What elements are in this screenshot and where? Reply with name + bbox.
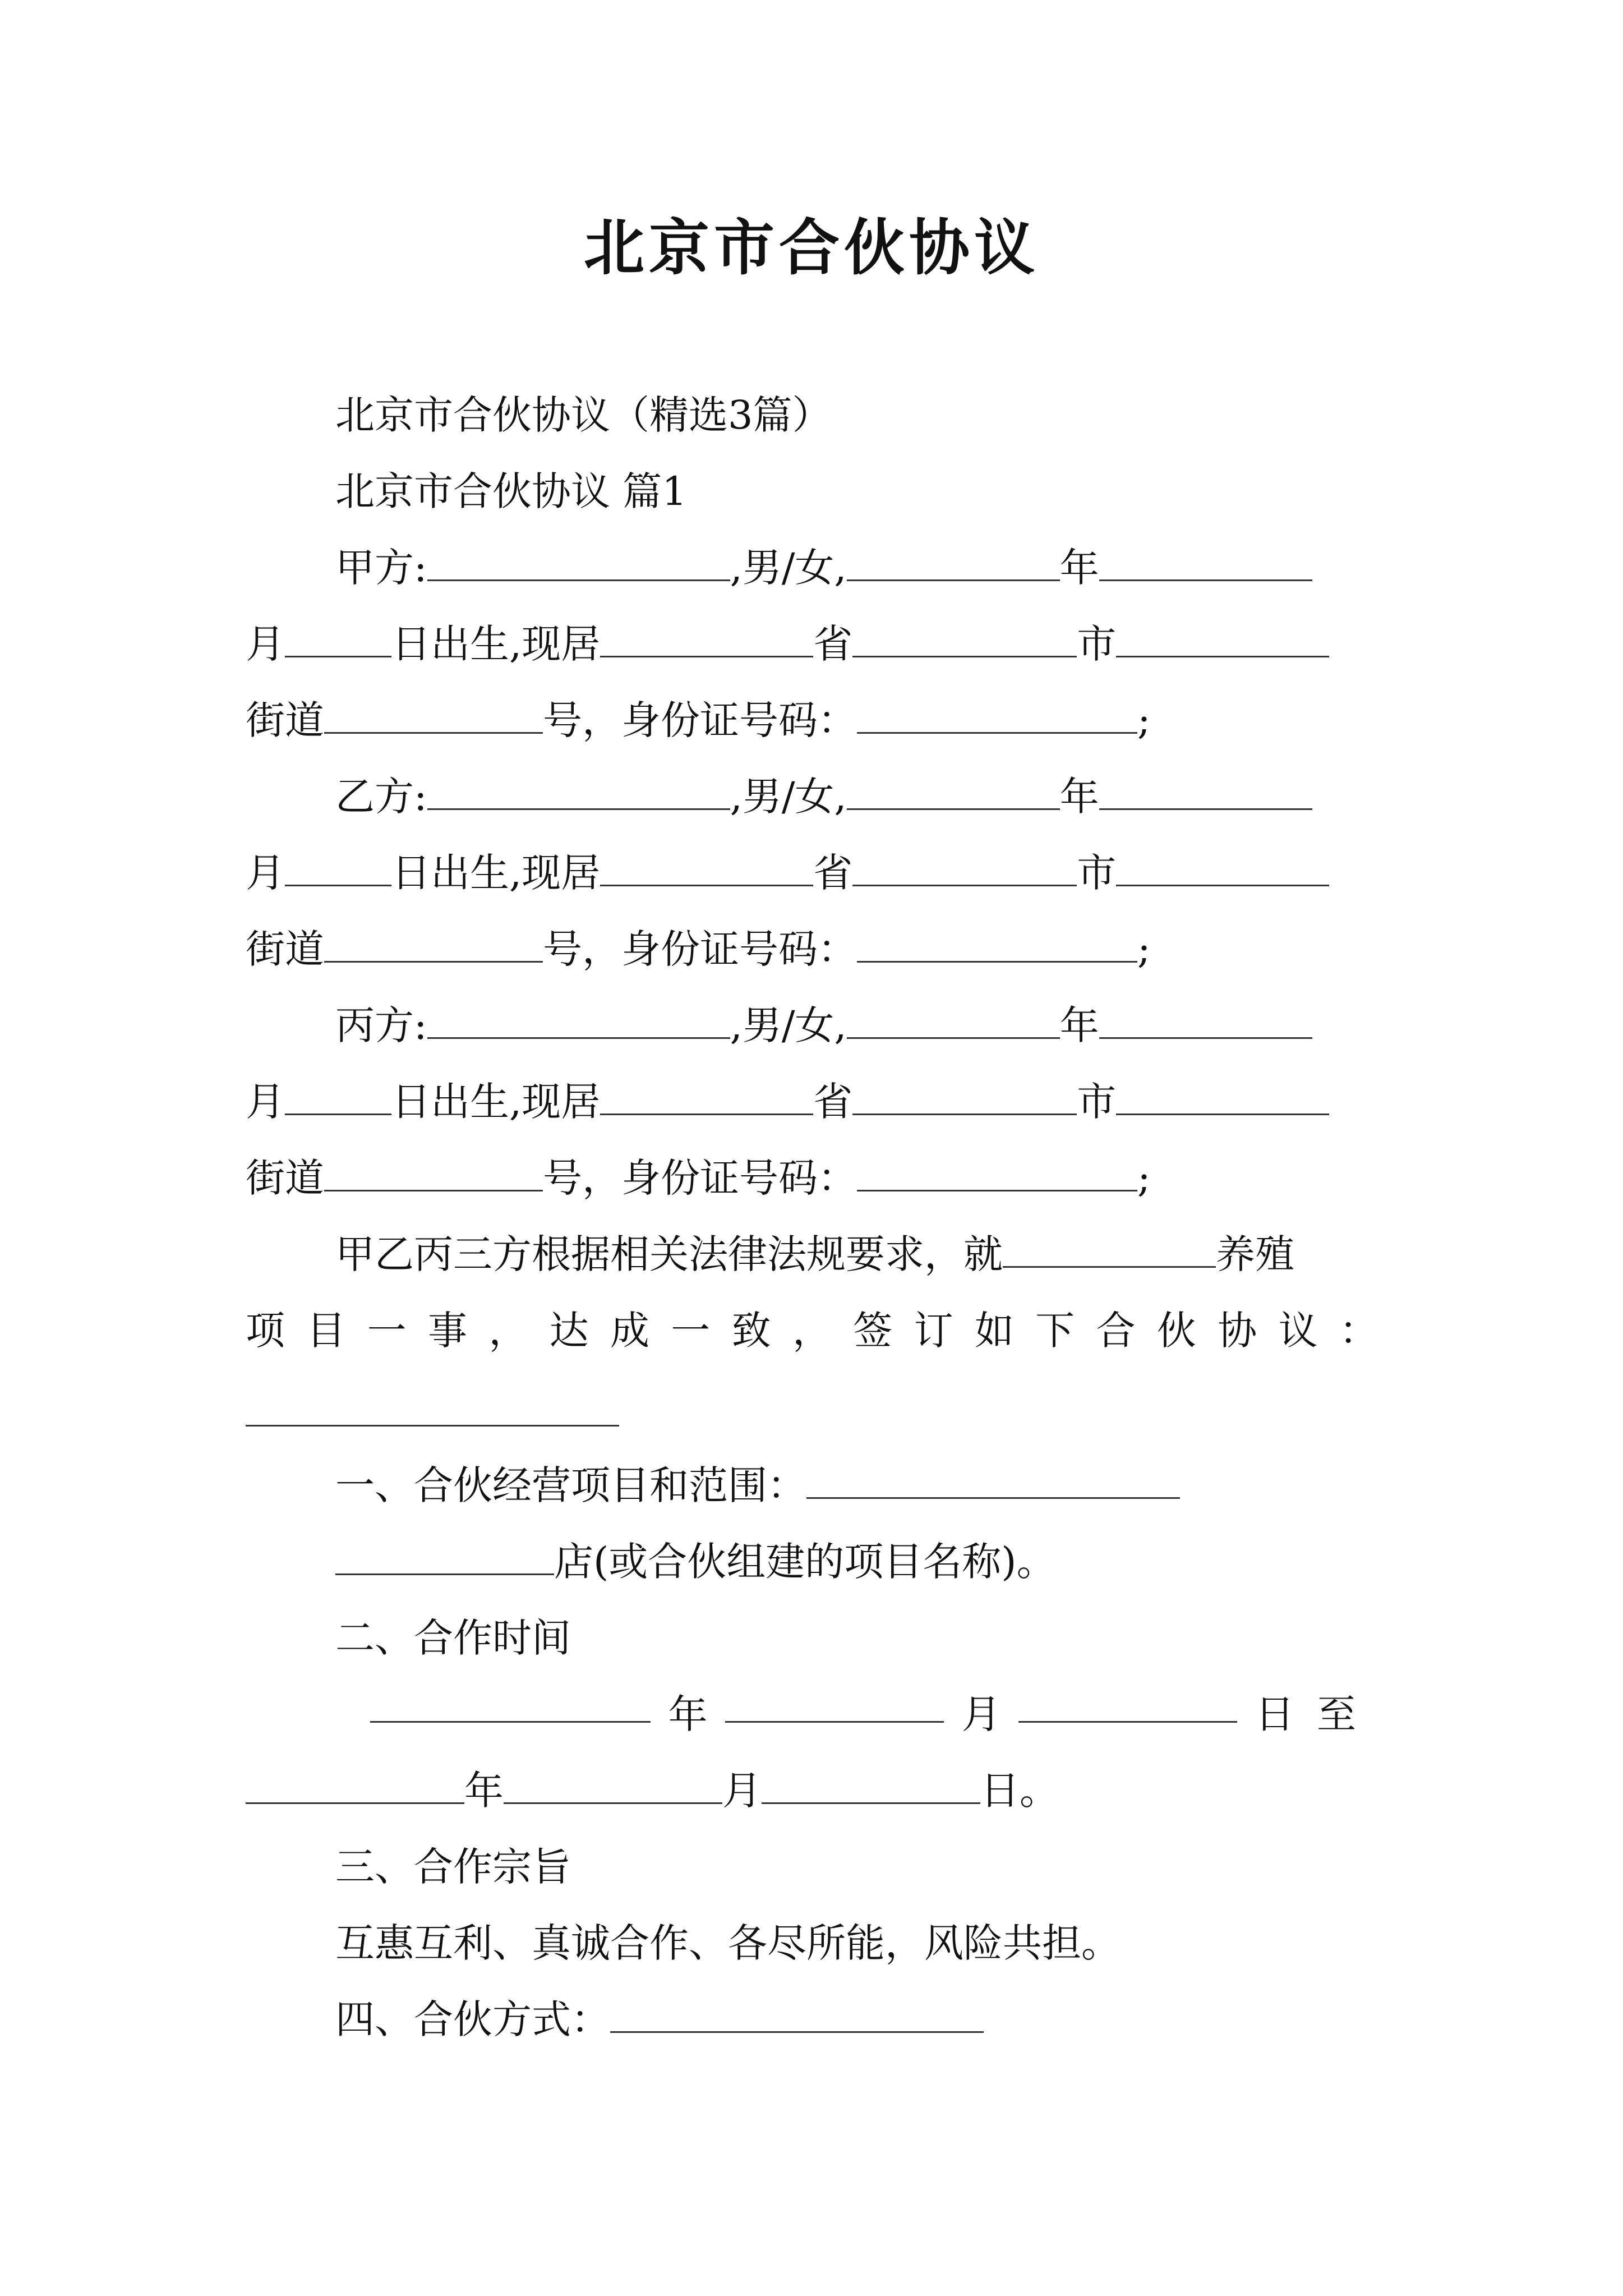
blank xyxy=(600,850,813,886)
blank xyxy=(1099,774,1312,810)
blank xyxy=(600,621,813,657)
party-c-line2: 月 日出生,现居 省 市 xyxy=(246,1074,1329,1130)
blank xyxy=(1116,621,1329,657)
blank xyxy=(504,1768,722,1804)
time-line1: 年 月 日至 xyxy=(370,1686,1378,1742)
blank xyxy=(1116,850,1329,886)
blank xyxy=(806,1462,1180,1499)
blank xyxy=(857,697,1137,734)
blank xyxy=(285,1079,391,1115)
party-a-line3: 街道 号，身份证号码： ; xyxy=(246,697,1151,743)
blank xyxy=(852,1079,1077,1115)
blank xyxy=(335,1539,554,1575)
blank xyxy=(246,1768,464,1804)
blank xyxy=(857,1155,1137,1191)
blank xyxy=(1099,1002,1312,1039)
section-heading: 北京市合伙协议 篇1 xyxy=(335,468,687,514)
blank xyxy=(762,1768,980,1804)
birth-month-blank xyxy=(1099,545,1312,581)
blank xyxy=(600,1079,813,1115)
party-b-line2: 月 日出生,现居 省 市 xyxy=(246,845,1329,901)
item3-text: 互惠互利、真诚合作、各尽所能，风险共担。 xyxy=(335,1920,1121,1966)
blank-rule xyxy=(246,1425,619,1427)
blank xyxy=(852,850,1077,886)
item1-line: 一、合伙经营项目和范围： xyxy=(335,1457,1180,1513)
blank xyxy=(285,621,391,657)
blank xyxy=(324,1155,543,1191)
intro-line1: 甲乙丙三方根据相关法律法规要求，就 养殖 xyxy=(335,1231,1294,1277)
blank xyxy=(427,774,730,810)
blank xyxy=(1116,1079,1329,1115)
page-title: 北京市合伙协议 xyxy=(583,213,1039,283)
blank xyxy=(427,1002,730,1039)
blank xyxy=(847,774,1060,810)
blank xyxy=(610,1996,984,2033)
party-c-line1: 丙方: ,男/女, 年 xyxy=(335,997,1312,1053)
blank xyxy=(1018,1686,1237,1723)
blank xyxy=(1003,1231,1216,1268)
birth-year-blank xyxy=(847,545,1060,581)
blank xyxy=(370,1686,651,1723)
time-line2: 年 月 日。 xyxy=(246,1763,1059,1819)
blank xyxy=(852,621,1077,657)
blank xyxy=(847,1002,1060,1039)
blank xyxy=(324,697,543,734)
item2-heading: 二、合作时间 xyxy=(335,1615,571,1661)
subtitle: 北京市合伙协议（精选3篇） xyxy=(335,392,832,438)
blank xyxy=(725,1686,944,1723)
item4-line: 四、合伙方式： xyxy=(335,1991,984,2047)
intro-line2: 项 目 一 事 ， 达 成 一 致 ， 签 订 如 下 合 伙 协 议 ： xyxy=(246,1308,1378,1354)
party-c-line3: 街道 号，身份证号码： ; xyxy=(246,1155,1151,1201)
item3-heading: 三、合作宗旨 xyxy=(335,1844,571,1890)
blank xyxy=(857,926,1137,963)
name-blank xyxy=(427,545,730,581)
item1-line2: 店(或合伙组建的项目名称)。 xyxy=(335,1534,1056,1590)
party-a-line2: 月 日出生,现居 省 市 xyxy=(246,616,1329,672)
party-b-line3: 街道 号，身份证号码： ; xyxy=(246,926,1151,972)
blank xyxy=(324,926,543,963)
blank xyxy=(285,850,391,886)
party-a-line1: 甲方: ,男/女, 年 xyxy=(335,540,1312,596)
party-b-line1: 乙方: ,男/女, 年 xyxy=(335,769,1312,825)
